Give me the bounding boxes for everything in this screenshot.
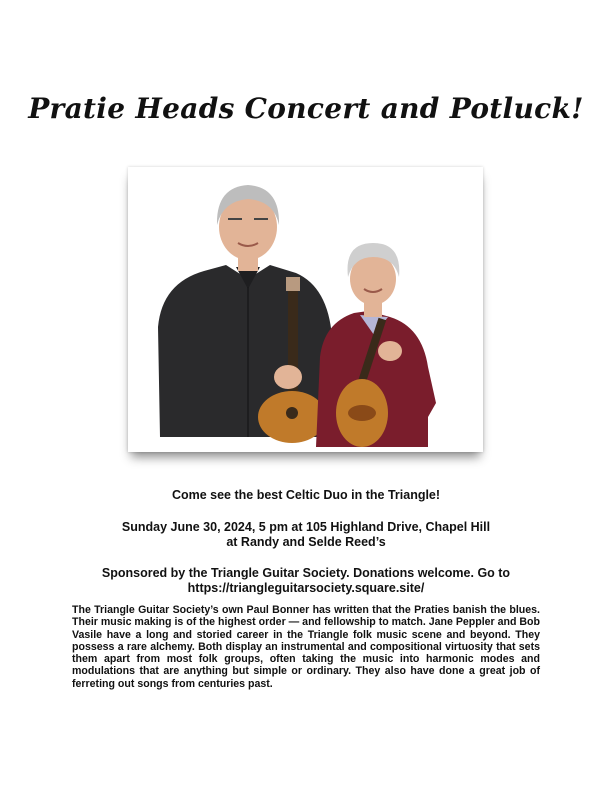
sponsor-line: Sponsored by the Triangle Guitar Society. Donations welcome. Go to <box>101 566 511 580</box>
tagline: Come see the best Celtic Duo in the Triangle! <box>171 488 441 502</box>
flyer-title: Pratie Heads Concert and Potluck! <box>28 92 584 125</box>
sponsor-url: https://triangleguitarsociety.square.site/ <box>187 581 425 595</box>
duo-photo-illustration <box>128 167 483 452</box>
duo-photo <box>128 167 483 452</box>
event-date-location: Sunday June 30, 2024, 5 pm at 105 Highland Drive, Chapel Hill <box>121 520 491 534</box>
description-paragraph: The Triangle Guitar Society’s own Paul Bonner has written that the Praties banish the blues. Their music making is of the highest order — and fellowship to match. Jane Peppler and Bob Vasile have a long and storied career in the Triangle folk music scene and beyond. They possess a rare alchemy. Both display an instrumental and compositional virtuosity that sets them apart from most folk groups, often taking the music into harmonic modes and modulations that are anything but simple or ordinary. They also have done a great job of ferreting out songs from centuries past. <box>72 604 540 690</box>
event-hosts: at Randy and Selde Reed’s <box>226 535 386 549</box>
